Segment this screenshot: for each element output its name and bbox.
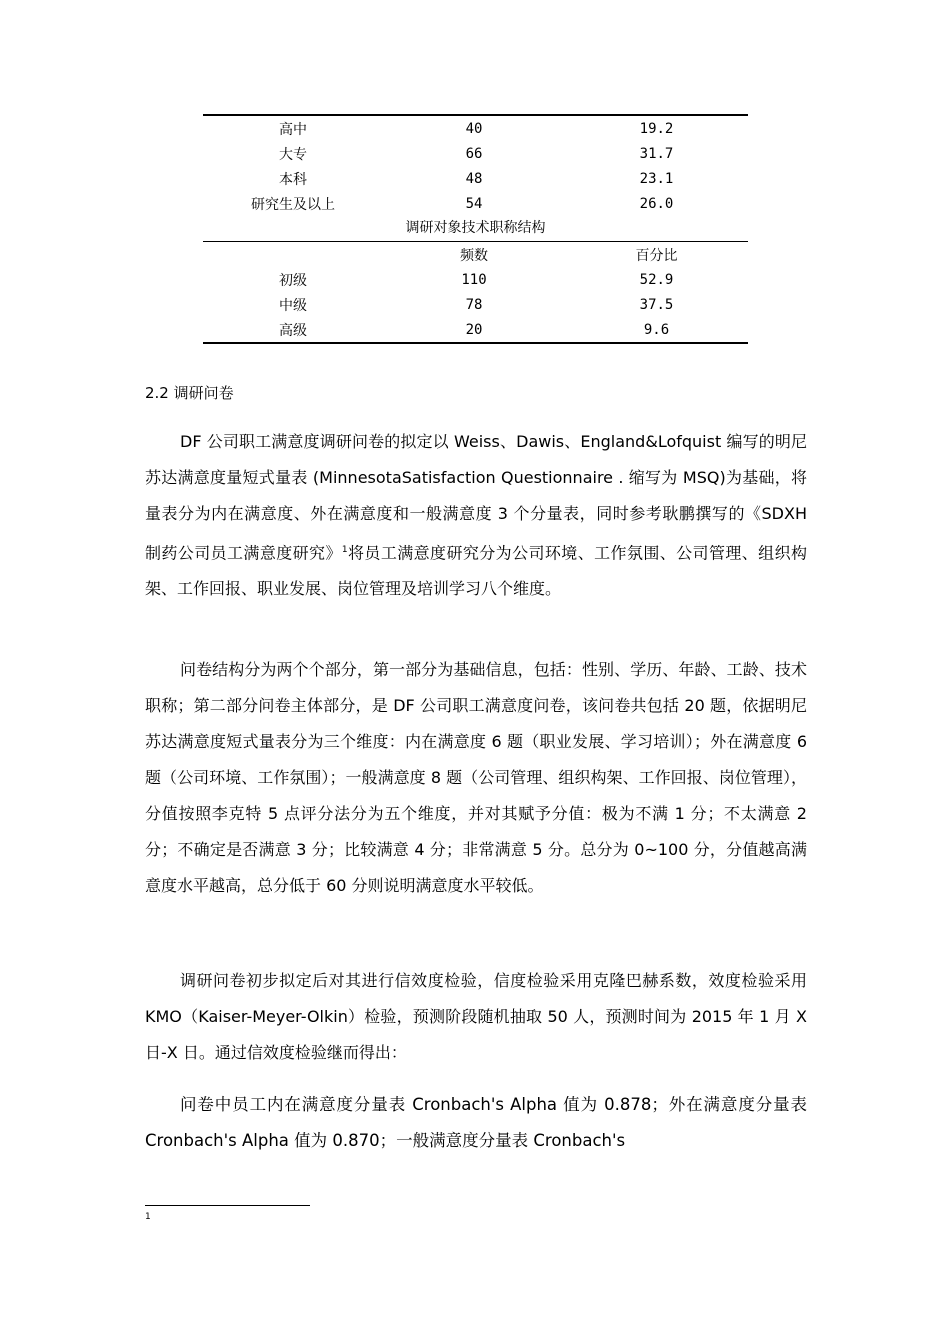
footnote-mark: 1 — [145, 1212, 151, 1222]
row-freq: 66 — [465, 145, 483, 162]
row-freq: 48 — [465, 170, 483, 187]
row-label: 高级 — [279, 322, 307, 339]
data-table — [203, 114, 748, 344]
row-freq: 54 — [465, 195, 483, 212]
paragraph-validation: 调研问卷初步拟定后对其进行信效度检验，信度检验采用克隆巴赫系数，效度检验采用 KMO（Kaiser-Meyer-Olkin）检验，预测阶段随机抽取 50 人，预测时间为 2015 年 1 月 X 日-X 日。通过信效度检验继而得出： — [145, 971, 807, 1062]
row-pct: 9.6 — [643, 321, 670, 338]
row-freq: 110 — [461, 271, 487, 288]
table-row — [203, 116, 748, 141]
paragraph-structure: 问卷结构分为两个个部分，第一部分为基础信息，包括：性别、学历、年龄、工龄、技术职称；第二部分问卷主体部分，是 DF 公司职工满意度问卷，该问卷共包括 20 题，依据明尼苏达满意度短式量表分为三个维度：内在满意度 6 题（职业发展、学习培训）；外在满意度 6 题（公司环境、工作氛围）；一般满意度 8 题（公司管理、组织构架、工作回报、岗位管理），分值按照李克特 5 点评分法分为五个维度，并对其赋予分值：极为不满 1 分；不太满意 2 分；不确定是否满意 3 分；比较满意 4 分；非常满意 5 分。总分为 0~100 分，分值越高满意度水平越高，总分低于 60 分则说明满意度水平较低。 — [145, 660, 807, 895]
row-label: 初级 — [279, 272, 307, 289]
row-label: 中级 — [279, 297, 307, 314]
row-label: 大专 — [279, 146, 307, 163]
table-row — [203, 166, 748, 191]
paragraph-text: DF 公司职工满意度调研问卷的拟定以 Weiss、Dawis、England&Lofquist 编写的明尼苏达满意度量短式量表 (MinnesotaSatisfaction Questionnaire . 缩写为 MSQ)为基础，将量表分为内在满意度、外在满意度和一般满意度 3 个分量表，同时参考耿鹏撰写的《SDXH 制药公司员工满意度研究》 — [145, 432, 807, 563]
table-row — [203, 141, 748, 166]
paragraph-text: 将员工满意度研究分为公司环境、工作氛围、公司管理、组织构架、工作回报、职业发展、岗位管理及培训学习八个维度。 — [145, 543, 807, 599]
table-section-title: 调研对象技术职称结构 — [405, 220, 546, 236]
table-bottom-rule — [203, 342, 748, 344]
row-pct: 52.9 — [639, 271, 674, 288]
row-label: 本科 — [279, 171, 307, 188]
paragraph-questionnaire-basis — [145, 424, 807, 607]
paragraph-results: 问卷中员工内在满意度分量表 Cronbach's Alpha 值为 0.878；外在满意度分量表 Cronbach's Alpha 值为 0.870；一般满意度分量表 Cronbach's — [145, 1095, 807, 1150]
row-pct: 31.7 — [639, 145, 674, 162]
header-pct: 百分比 — [635, 247, 678, 264]
table-row — [203, 191, 748, 216]
row-freq: 20 — [465, 321, 483, 338]
table-row — [203, 292, 748, 317]
row-label: 研究生及以上 — [251, 196, 335, 213]
footnote-separator — [145, 1205, 310, 1206]
row-freq: 78 — [465, 296, 483, 313]
table-row — [203, 317, 748, 342]
header-freq: 频数 — [460, 247, 488, 264]
table-row — [203, 267, 748, 292]
footnote-reference[interactable]: 1 — [341, 545, 348, 555]
row-pct: 23.1 — [639, 170, 674, 187]
table-header-row — [203, 242, 748, 267]
row-pct: 19.2 — [639, 120, 674, 137]
row-pct: 26.0 — [639, 195, 674, 212]
row-label: 高中 — [279, 121, 307, 138]
row-pct: 37.5 — [639, 296, 674, 313]
row-freq: 40 — [465, 120, 483, 137]
section-heading: 2.2 调研问卷 — [145, 384, 234, 402]
